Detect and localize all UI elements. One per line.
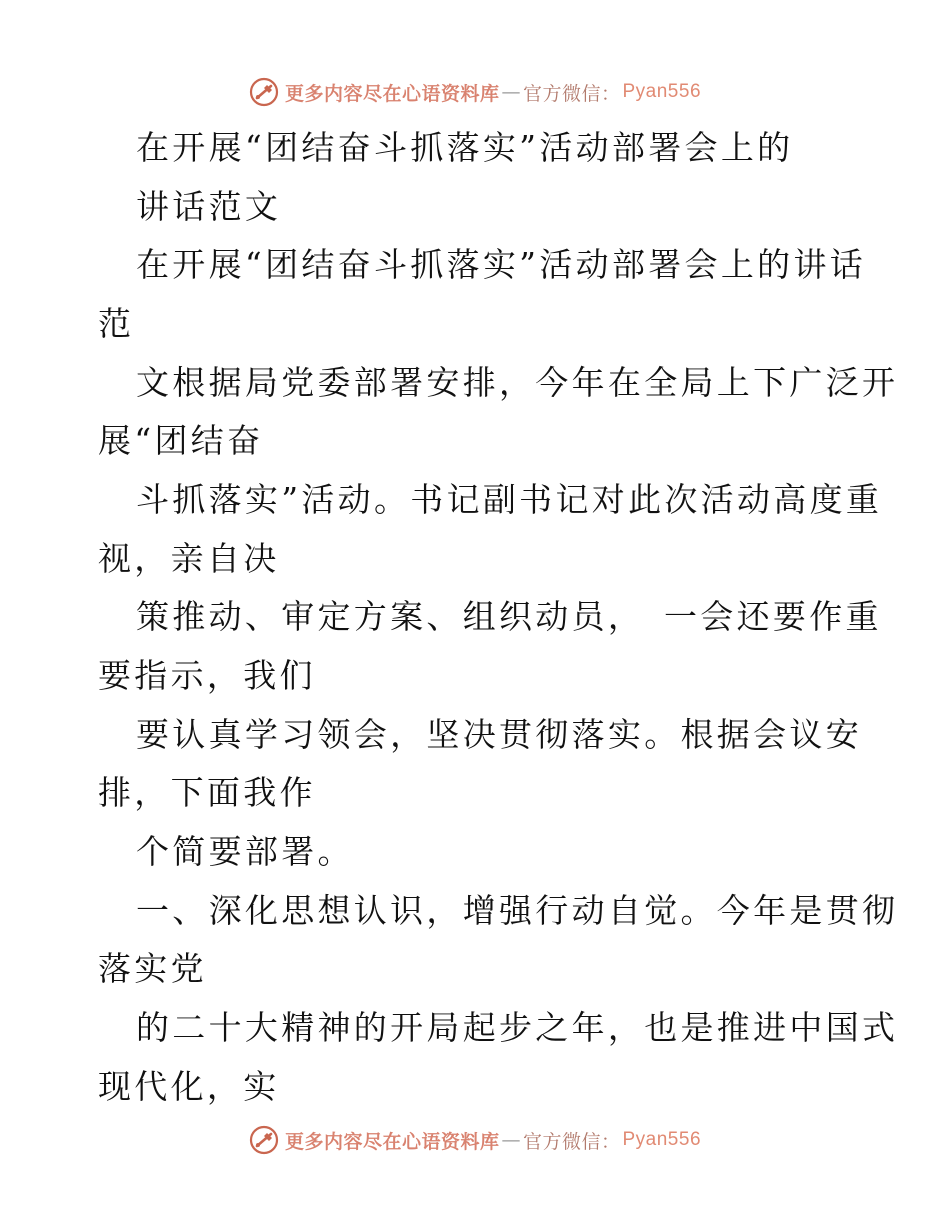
- banner-brand-text: 更多内容尽在心语资料库: [284, 1130, 500, 1153]
- paragraph-line: 斗抓落实”活动。书记副书记对此次活动高度重: [136, 480, 883, 519]
- paragraph-line: 落实党: [98, 949, 207, 988]
- banner-dash: —: [501, 1129, 521, 1151]
- paragraph-line: 范: [98, 304, 135, 343]
- brand-logo-icon: [249, 1125, 279, 1155]
- paragraph-line: 文根据局党委部署安排，今年在全局上下广泛开: [136, 363, 899, 402]
- brand-logo-icon: [249, 77, 279, 107]
- banner-dash: —: [501, 81, 521, 103]
- paragraph-line: 现代化，实: [98, 1067, 280, 1106]
- paragraph-line: 的二十大精神的开局起步之年，也是推进中国式: [136, 1008, 899, 1047]
- paragraph-line: 要指示，我们: [98, 656, 316, 695]
- paragraph-line: 要认真学习领会，坚决贯彻落实。根据会议安: [136, 715, 862, 754]
- banner-wechat-label: 官方微信：: [522, 1130, 621, 1153]
- paragraph-line: 排，下面我作: [98, 773, 316, 812]
- document-title-line: 讲话范文: [136, 187, 282, 226]
- paragraph-line: 视，亲自决: [98, 539, 280, 578]
- paragraph-line: 展“团结奋: [98, 421, 264, 460]
- banner-wechat-label: 官方微信：: [522, 82, 621, 105]
- banner-wechat-id: Pyan556: [622, 1129, 702, 1150]
- document-title-line: 在开展“团结奋斗抓落实”活动部署会上的: [136, 128, 794, 167]
- paragraph-line: 一、深化思想认识，增强行动自觉。今年是贯彻: [136, 891, 899, 930]
- footer-banner: [0, 1120, 950, 1160]
- paragraph-line: 个简要部署。: [136, 832, 354, 871]
- banner-wechat-id: Pyan556: [622, 81, 702, 102]
- paragraph-line: 策推动、审定方案、组织动员， 一会还要作重: [136, 597, 882, 636]
- banner-brand-text: 更多内容尽在心语资料库: [284, 82, 500, 105]
- header-banner: [0, 72, 950, 112]
- paragraph-line: 在开展“团结奋斗抓落实”活动部署会上的讲话: [136, 245, 867, 284]
